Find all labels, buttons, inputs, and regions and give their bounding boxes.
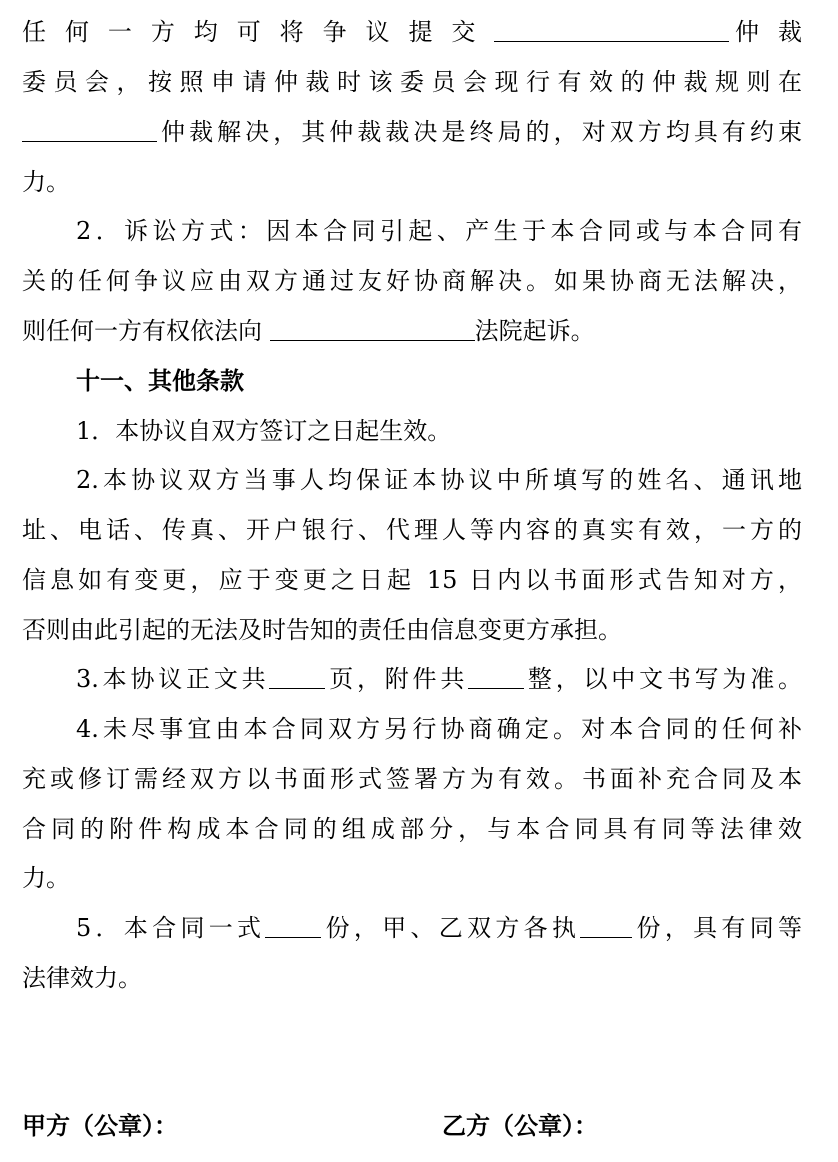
arbitration-line-4: 力。	[22, 168, 70, 196]
party-a-seal-label: 甲方（公章）：	[22, 1112, 178, 1140]
arbitration-line-3	[22, 116, 802, 148]
arbitration-text-b: 仲 裁	[729, 18, 802, 46]
clause-3-text-b: 页，附件共	[325, 665, 469, 693]
clause-4-line-4: 力。	[22, 864, 70, 892]
clause-5-line-1	[76, 912, 802, 944]
party-b-seal-label: 乙方（公章）：	[442, 1112, 598, 1140]
arbitration-line-1	[22, 16, 802, 48]
attachment-count-blank[interactable]	[468, 664, 524, 689]
litigation-line-3	[22, 315, 802, 347]
copies-total-blank[interactable]	[265, 913, 321, 938]
court-blank[interactable]	[270, 316, 475, 341]
arbitration-text-c: 仲裁解决，其仲裁裁决是终局的，对双方均具有约束	[157, 118, 802, 146]
litigation-line-1: 2．诉讼方式：因本合同引起、产生于本合同或与本合同有	[76, 217, 802, 245]
arbitration-commission-blank[interactable]	[494, 17, 729, 42]
clause-5-text-a: 5．本合同一式	[76, 914, 266, 942]
clause-2-line-2: 址、电话、传真、开户银行、代理人等内容的真实有效，一方的	[22, 516, 802, 544]
page-count-blank[interactable]	[269, 664, 325, 689]
clause-2-line-1: 2.本协议双方当事人均保证本协议中所填写的姓名、通讯地	[76, 466, 802, 494]
litigation-line-2: 关的任何争议应由双方通过友好协商解决。如果协商无法解决，	[22, 267, 802, 295]
clause-2-line-4: 否则由此引起的无法及时告知的责任由信息变更方承担。	[22, 616, 622, 644]
litigation-text-a: 则任何一方有权依法向	[22, 317, 262, 345]
clause-3	[76, 663, 802, 695]
clause-5-line-2: 法律效力。	[22, 964, 142, 992]
section-heading: 十一、其他条款	[76, 367, 244, 395]
clause-2-line-3: 信息如有变更，应于变更之日起 15 日内以书面形式告知对方，	[22, 566, 802, 594]
clause-5-text-b: 份，甲、乙双方各执	[321, 914, 581, 942]
clause-1: 1．本协议自双方签订之日起生效。	[76, 417, 452, 445]
arbitration-text-a: 任 何 一 方 均 可 将 争 议 提 交	[22, 18, 482, 46]
clause-3-text-c: 整，以中文书写为准。	[524, 665, 803, 693]
clause-4-line-1: 4.未尽事宜由本合同双方另行协商确定。对本合同的任何补	[76, 715, 802, 743]
copies-each-blank[interactable]	[580, 913, 632, 938]
clause-4-line-2: 充或修订需经双方以书面形式签署方为有效。书面补充合同及本	[22, 765, 802, 793]
clause-4-line-3: 合同的附件构成本合同的组成部分，与本合同具有同等法律效	[22, 815, 802, 843]
arbitration-place-blank[interactable]	[22, 117, 157, 142]
arbitration-line-2: 委员会，按照申请仲裁时该委员会现行有效的仲裁规则在	[22, 68, 802, 96]
litigation-text-b: 法院起诉。	[474, 317, 595, 345]
clause-3-text-a: 3.本协议正文共	[76, 665, 270, 693]
clause-5-text-c: 份，具有同等	[632, 914, 803, 942]
